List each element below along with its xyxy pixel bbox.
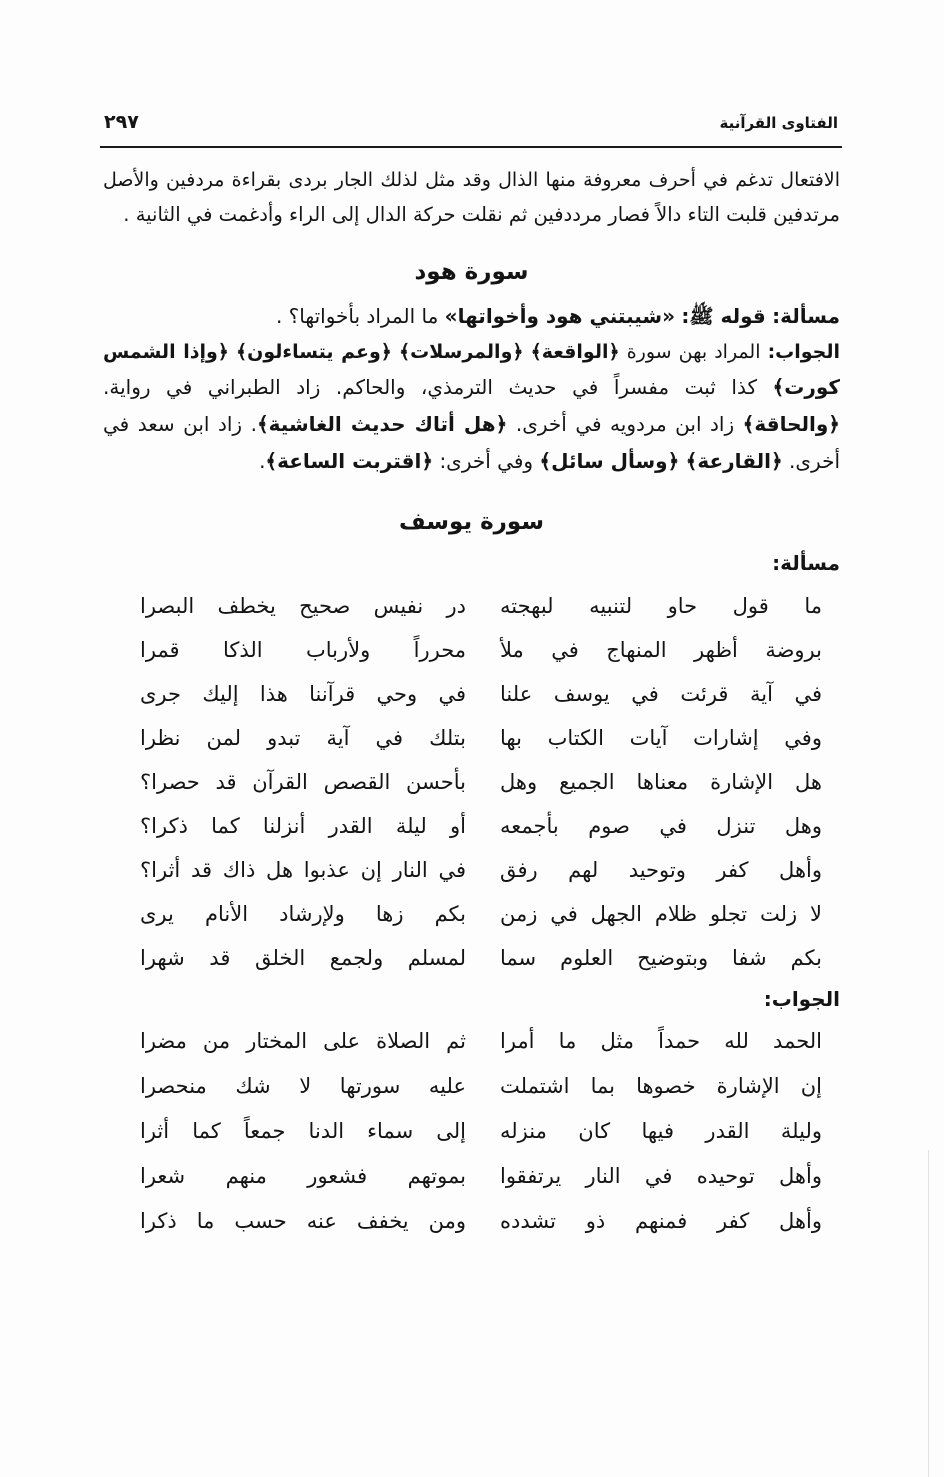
sura-name: ﴿والحاقة﴾ — [742, 412, 841, 436]
verse-first-hemistich: وفي إشارات آيات الكتاب بها — [500, 726, 822, 750]
verse-second-hemistich: بموتهم فشعور منهم شعرا — [140, 1164, 466, 1188]
section-heading-yusuf: سورة يوسف — [399, 509, 544, 535]
question-text: ما المراد بأخواتها؟ . — [275, 304, 439, 328]
verse-first-hemistich: هل الإشارة معناها الجميع وهل — [500, 770, 822, 794]
verse-row — [0, 1109, 944, 1154]
hud-answer-line-3 — [103, 406, 840, 442]
verse-second-hemistich: ثم الصلاة على المختار من مضرا — [140, 1029, 466, 1053]
answer-text: المراد بهن سورة — [626, 341, 761, 363]
intro-line-1: الافتعال تدغم في أحرف معروفة منها الذال وقد مثل لذلك الجار بردى بقراءة مردفين والأصل — [103, 169, 840, 191]
hud-answer-line-4 — [103, 443, 840, 479]
verse-row — [0, 1064, 944, 1109]
verse-row — [0, 584, 944, 628]
verse-first-hemistich: لا زلت تجلو ظلام الجهل في زمن — [500, 902, 822, 926]
question-label: مسألة: — [772, 304, 840, 328]
answer-text: . — [259, 449, 266, 473]
verse-second-hemistich: في وحي قرآننا هذا إليك جرى — [140, 682, 466, 706]
running-header-title: الفتاوى القرآنية — [719, 114, 838, 132]
answer-text: أخرى. — [789, 449, 840, 473]
hadith-quote: «شيبتني هود وأخواتها» — [444, 304, 675, 328]
verse-row — [0, 1154, 944, 1199]
header-rule — [100, 146, 842, 148]
verse-second-hemistich: بأحسن القصص القرآن قد حصرا؟ — [140, 770, 466, 794]
yusuf-answer-label: الجواب: — [763, 987, 840, 1011]
sura-name: ﴿وإذا الشمس — [103, 341, 229, 363]
sura-name: ﴿القارعة﴾ — [685, 449, 783, 473]
verse-second-hemistich: أو ليلة القدر أنزلنا كما ذكرا؟ — [140, 814, 466, 838]
answer-text: كذا ثبت مفسراً في حديث الترمذي، والحاكم. زاد الطبراني في رواية. — [103, 375, 757, 399]
verse-second-hemistich: ومن يخفف عنه حسب ما ذكرا — [140, 1209, 466, 1233]
sura-name: ﴿وسأل سائل﴾ — [539, 449, 680, 473]
verse-row — [0, 760, 944, 804]
verse-first-hemistich: ما قول حاو لتنبيه لبهجته — [500, 594, 822, 618]
intro-line-2: مرتدفين قلبت التاء دالاً فصار مرددفين ثم نقلت حركة الدال إلى الراء وأدغمت في الثانية . — [123, 203, 840, 226]
verse-row — [0, 672, 944, 716]
scan-edge-line — [928, 1150, 929, 1477]
hud-answer-line-2 — [103, 369, 840, 405]
verse-second-hemistich: در نفيس صحيح يخطف البصرا — [140, 594, 466, 618]
question-attribution: قوله ﷺ: — [681, 304, 766, 328]
verse-row — [0, 804, 944, 848]
verse-second-hemistich: إلى سماء الدنا جمعاً كما أثرا — [140, 1119, 466, 1143]
verse-first-hemistich: إن الإشارة خصوها بما اشتملت — [500, 1074, 822, 1098]
verse-first-hemistich: الحمد لله حمداً مثل ما أمرا — [500, 1029, 822, 1053]
answer-text: وفي أخرى: — [439, 449, 534, 473]
verse-first-hemistich: وأهل كفر وتوحيد لهم رفق — [500, 858, 822, 882]
sura-name: ﴿والمرسلات﴾ — [399, 341, 524, 363]
verse-first-hemistich: وليلة القدر فيها كان منزله — [500, 1119, 822, 1143]
question-poem — [0, 584, 944, 980]
verse-row — [0, 628, 944, 672]
verse-first-hemistich: بروضة أظهر المنهاج في ملأ — [500, 638, 822, 662]
verse-row — [0, 892, 944, 936]
verse-first-hemistich: بكم شفا وبتوضيح العلوم سما — [500, 946, 822, 970]
page-number: ٢٩٧ — [104, 111, 139, 133]
verse-second-hemistich: بتلك في آية تبدو لمن نظرا — [140, 726, 466, 750]
verse-row — [0, 848, 944, 892]
answer-label: الجواب: — [767, 341, 841, 363]
verse-first-hemistich: في آية قرئت في يوسف علنا — [500, 682, 822, 706]
verse-first-hemistich: وأهل كفر فمنهم ذو تشدده — [500, 1209, 822, 1233]
verse-second-hemistich: محرراً ولأرباب الذكا قمرا — [140, 638, 466, 662]
yusuf-question-label: مسألة: — [772, 551, 840, 575]
section-heading-hud: سورة هود — [414, 259, 529, 285]
verse-second-hemistich: لمسلم ولجمع الخلق قد شهرا — [140, 946, 466, 970]
sura-name: ﴿هل أتاك حديث الغاشية﴾ — [256, 412, 508, 436]
sura-name: ﴿اقتربت الساعة﴾ — [265, 449, 434, 473]
verse-second-hemistich: عليه سورتها لا شك منحصرا — [140, 1074, 466, 1098]
sura-name: كورت﴾ — [772, 375, 840, 399]
hud-question-line — [103, 298, 840, 334]
sura-name: ﴿الواقعة﴾ — [530, 341, 620, 363]
answer-poem — [0, 1019, 944, 1244]
verse-row — [0, 1199, 944, 1244]
answer-text: زاد ابن مردويه في أخرى. — [515, 412, 735, 436]
verse-second-hemistich: بكم زها ولإرشاد الأنام يرى — [140, 902, 466, 926]
answer-text: . زاد ابن سعد في — [103, 412, 257, 436]
sura-name: ﴿وعم يتساءلون﴾ — [236, 341, 392, 363]
verse-row — [0, 936, 944, 980]
verse-second-hemistich: في النار إن عذبوا هل ذاك قد أثرا؟ — [140, 858, 466, 882]
verse-first-hemistich: وهل تنزل في صوم بأجمعه — [500, 814, 822, 838]
verse-row — [0, 1019, 944, 1064]
hud-answer-line-1 — [103, 334, 840, 370]
verse-first-hemistich: وأهل توحيده في النار يرتفقوا — [500, 1164, 822, 1188]
verse-row — [0, 716, 944, 760]
